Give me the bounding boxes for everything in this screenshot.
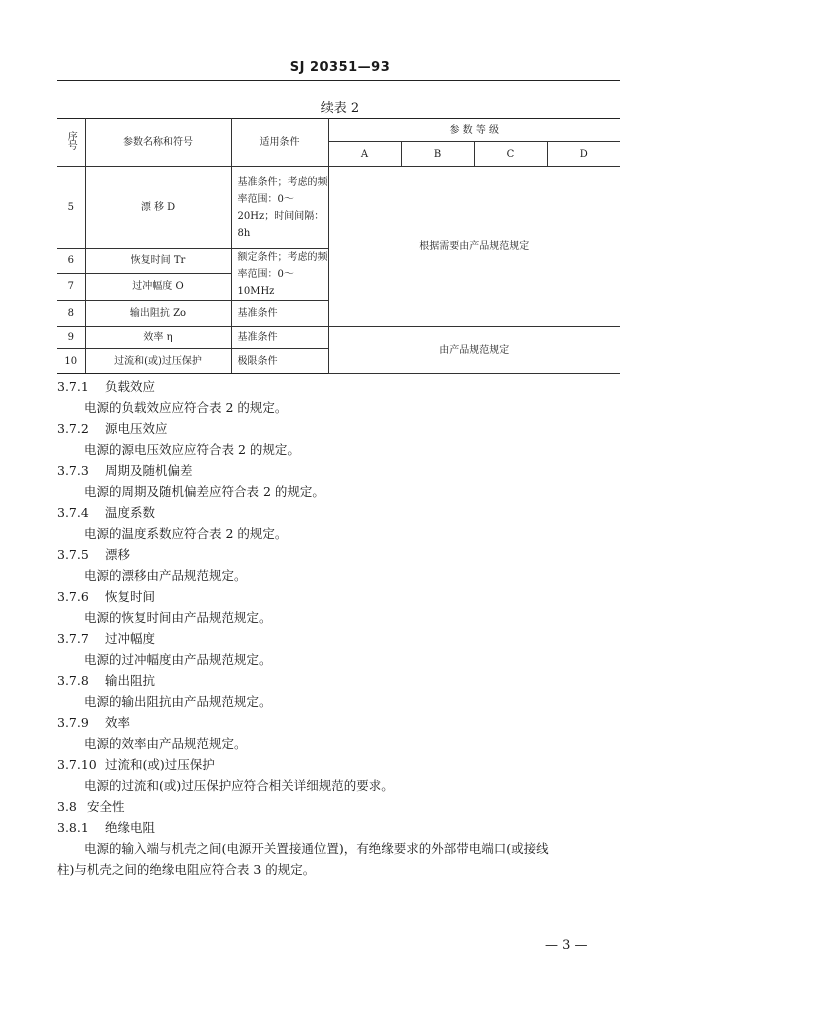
clause-list bbox=[57, 376, 637, 880]
clause-heading: 3.7.8 输出阻抗 bbox=[57, 673, 156, 688]
clause-heading: 3.7.7 过冲幅度 bbox=[57, 631, 156, 646]
header-grade: 参 数 等 级 bbox=[328, 119, 620, 142]
row-condition: 基准条件 bbox=[231, 301, 328, 327]
clause-text: 电源的漂移由产品规范规定。 bbox=[84, 568, 247, 583]
clause-text: 电源的恢复时间由产品规范规定。 bbox=[84, 610, 272, 625]
parameter-table bbox=[57, 118, 620, 374]
page-number: — 3 — bbox=[545, 938, 588, 953]
row-seq: 5 bbox=[57, 167, 85, 249]
row-condition: 基准条件 bbox=[231, 327, 328, 349]
clause-heading: 3.7.9 效率 bbox=[57, 715, 131, 730]
clause-heading: 3.7.2 源电压效应 bbox=[57, 421, 168, 436]
document-code: SJ 20351—93 bbox=[289, 60, 391, 75]
row-seq: 6 bbox=[57, 249, 85, 274]
clause-heading: 3.7.6 恢复时间 bbox=[57, 589, 156, 604]
row-name: 恢复时间 Tr bbox=[85, 249, 231, 274]
header-condition: 适用条件 bbox=[231, 119, 328, 167]
row-name: 效率 η bbox=[85, 327, 231, 349]
header-name: 参数名称和符号 bbox=[85, 119, 231, 167]
row-condition: 极限条件 bbox=[231, 349, 328, 374]
section-heading: 3.8 安全性 bbox=[57, 799, 125, 814]
clause-text: 电源的效率由产品规范规定。 bbox=[84, 736, 247, 751]
clause-heading: 3.7.4 温度系数 bbox=[57, 505, 156, 520]
clause-text: 电源的源电压效应应符合表 2 的规定。 bbox=[84, 442, 300, 457]
row-condition: 额定条件；考虑的频率范围：0～10MHz bbox=[231, 249, 328, 301]
clause-heading: 3.7.1 负载效应 bbox=[57, 379, 156, 394]
row-name: 过冲幅度 O bbox=[85, 273, 231, 300]
row-condition: 基准条件；考虑的频率范围：0～20Hz；时间间隔：8h bbox=[231, 167, 328, 249]
clause-heading: 3.7.5 漂移 bbox=[57, 547, 131, 562]
header-grade-b: B bbox=[401, 142, 474, 167]
table-row bbox=[57, 167, 620, 249]
row-seq: 8 bbox=[57, 301, 85, 327]
row-seq: 9 bbox=[57, 327, 85, 349]
clause-text: 电源的过冲幅度由产品规范规定。 bbox=[84, 652, 272, 667]
table-caption: 续表 2 bbox=[320, 101, 360, 116]
clause-heading: 3.7.3 周期及随机偏差 bbox=[57, 463, 193, 478]
header-rule bbox=[57, 80, 620, 81]
row-name: 漂 移 D bbox=[85, 167, 231, 249]
header-grade-c: C bbox=[474, 142, 547, 167]
row-name: 过流和(或)过压保护 bbox=[85, 349, 231, 374]
header-seq: 序号 bbox=[57, 119, 85, 167]
header-grade-d: D bbox=[547, 142, 620, 167]
row-seq: 7 bbox=[57, 273, 85, 300]
row-name: 输出阻抗 Zo bbox=[85, 301, 231, 327]
clause-text: 电源的周期及随机偏差应符合表 2 的规定。 bbox=[84, 484, 325, 499]
row-seq: 10 bbox=[57, 349, 85, 374]
clause-heading: 3.8.1 绝缘电阻 bbox=[57, 820, 156, 835]
row-spec: 根据需要由产品规范规定 bbox=[328, 167, 620, 327]
clause-text: 电源的输出阻抗由产品规范规定。 bbox=[84, 694, 272, 709]
clause-text: 电源的负载效应应符合表 2 的规定。 bbox=[84, 400, 288, 415]
clause-text: 电源的过流和(或)过压保护应符合相关详细规范的要求。 bbox=[84, 778, 394, 793]
clause-text: 电源的输入端与机壳之间(电源开关置接通位置)，有绝缘要求的外部带电端口(或接线 bbox=[84, 841, 549, 856]
table-row bbox=[57, 327, 620, 349]
clause-text: 电源的温度系数应符合表 2 的规定。 bbox=[84, 526, 288, 541]
clause-text-continued: 柱)与机壳之间的绝缘电阻应符合表 3 的规定。 bbox=[57, 862, 316, 877]
clause-heading: 3.7.10 过流和(或)过压保护 bbox=[57, 757, 215, 772]
header-grade-a: A bbox=[328, 142, 401, 167]
row-spec: 由产品规范规定 bbox=[328, 327, 620, 374]
